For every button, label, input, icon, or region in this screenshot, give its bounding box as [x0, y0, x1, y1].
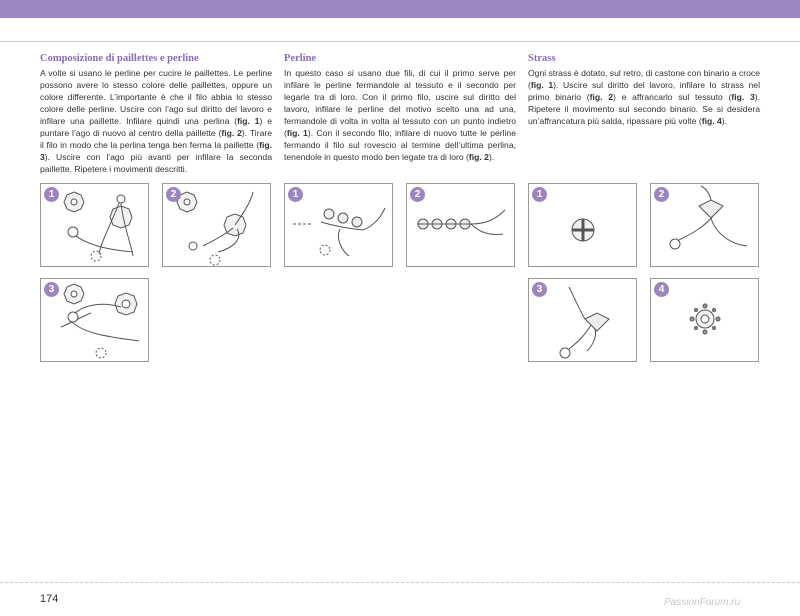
section-body: Ogni strass è dotato, sul retro, di castone con binario a croce (fig. 1). Uscire sul diritto del lavoro, infilare lo strass nel primo binario (fig. 2) e affrancarlo sul tessuto (fig. 3). Ripetere il movimento sul secondo binario. Se si desidera un’affrancatura più salda, ripassare più volte (fig. 4).	[528, 68, 760, 126]
figure-paillette-3	[40, 278, 149, 362]
figure-number-badge: 1	[532, 187, 547, 202]
header-divider	[0, 41, 800, 42]
figure-number-badge: 3	[532, 282, 547, 297]
footer-divider	[0, 582, 800, 583]
figure-strass-1	[528, 183, 637, 267]
figure-number-badge: 4	[654, 282, 669, 297]
section-title: Strass	[528, 53, 556, 64]
figure-perline-1	[284, 183, 393, 267]
figure-perline-2	[406, 183, 515, 267]
section-body: In questo caso si usano due fili, di cui il primo serve per infilare le perline fermandole al tessuto e il secondo per legarle tra di loro. Con il primo filo, uscire sul diritto del lavoro, infilare le perline del motivo scelto una ad una, fermandole di volta in volta al tessuto con un punto indietro (fig. 1). Con il secondo filo, infilare di nuovo tutte le perline fermando il filo sul rovescio al termine dell’ultima perlina, tenendole in questo modo ben legate tra di loro (fig. 2).	[284, 68, 516, 162]
watermark: PassionForum.ru	[664, 597, 741, 608]
figure-number-badge: 2	[410, 187, 425, 202]
figure-number-badge: 3	[44, 282, 59, 297]
section-paillettes-perline	[40, 52, 272, 175]
page-number: 174	[40, 593, 59, 605]
section-perline	[284, 52, 516, 163]
figure-strass-4	[650, 278, 759, 362]
section-title: Composizione di paillettes e perline	[40, 53, 199, 64]
figure-number-badge: 1	[288, 187, 303, 202]
figure-strass-3	[528, 278, 637, 362]
section-title: Perline	[284, 53, 317, 64]
figure-paillette-1	[40, 183, 149, 267]
figure-paillette-2	[162, 183, 271, 267]
section-body: A volte si usano le perline per cucire le paillettes. Le perline possono avere lo stesso colore delle paillettes, oppure un colore differente. L’importante è che il filo abbia lo stesso colore delle perline. Uscire con l’ago sul diritto del lavoro e infilare una paillette. Infilare quindi una perlina (fig. 1) e puntare l’ago di nuovo al centro della paillette (fig. 2). Tirare il filo in modo che la perlina tenga ben ferma la paillette (fig. 3). Uscire con l’ago più avanti per infilare la seconda paillette. Ripetere i movimenti descritti.	[40, 68, 272, 174]
figure-number-badge: 2	[166, 187, 181, 202]
section-strass	[528, 52, 760, 127]
figure-number-badge: 2	[654, 187, 669, 202]
figure-strass-2	[650, 183, 759, 267]
figure-number-badge: 1	[44, 187, 59, 202]
header-color-bar	[0, 0, 800, 18]
